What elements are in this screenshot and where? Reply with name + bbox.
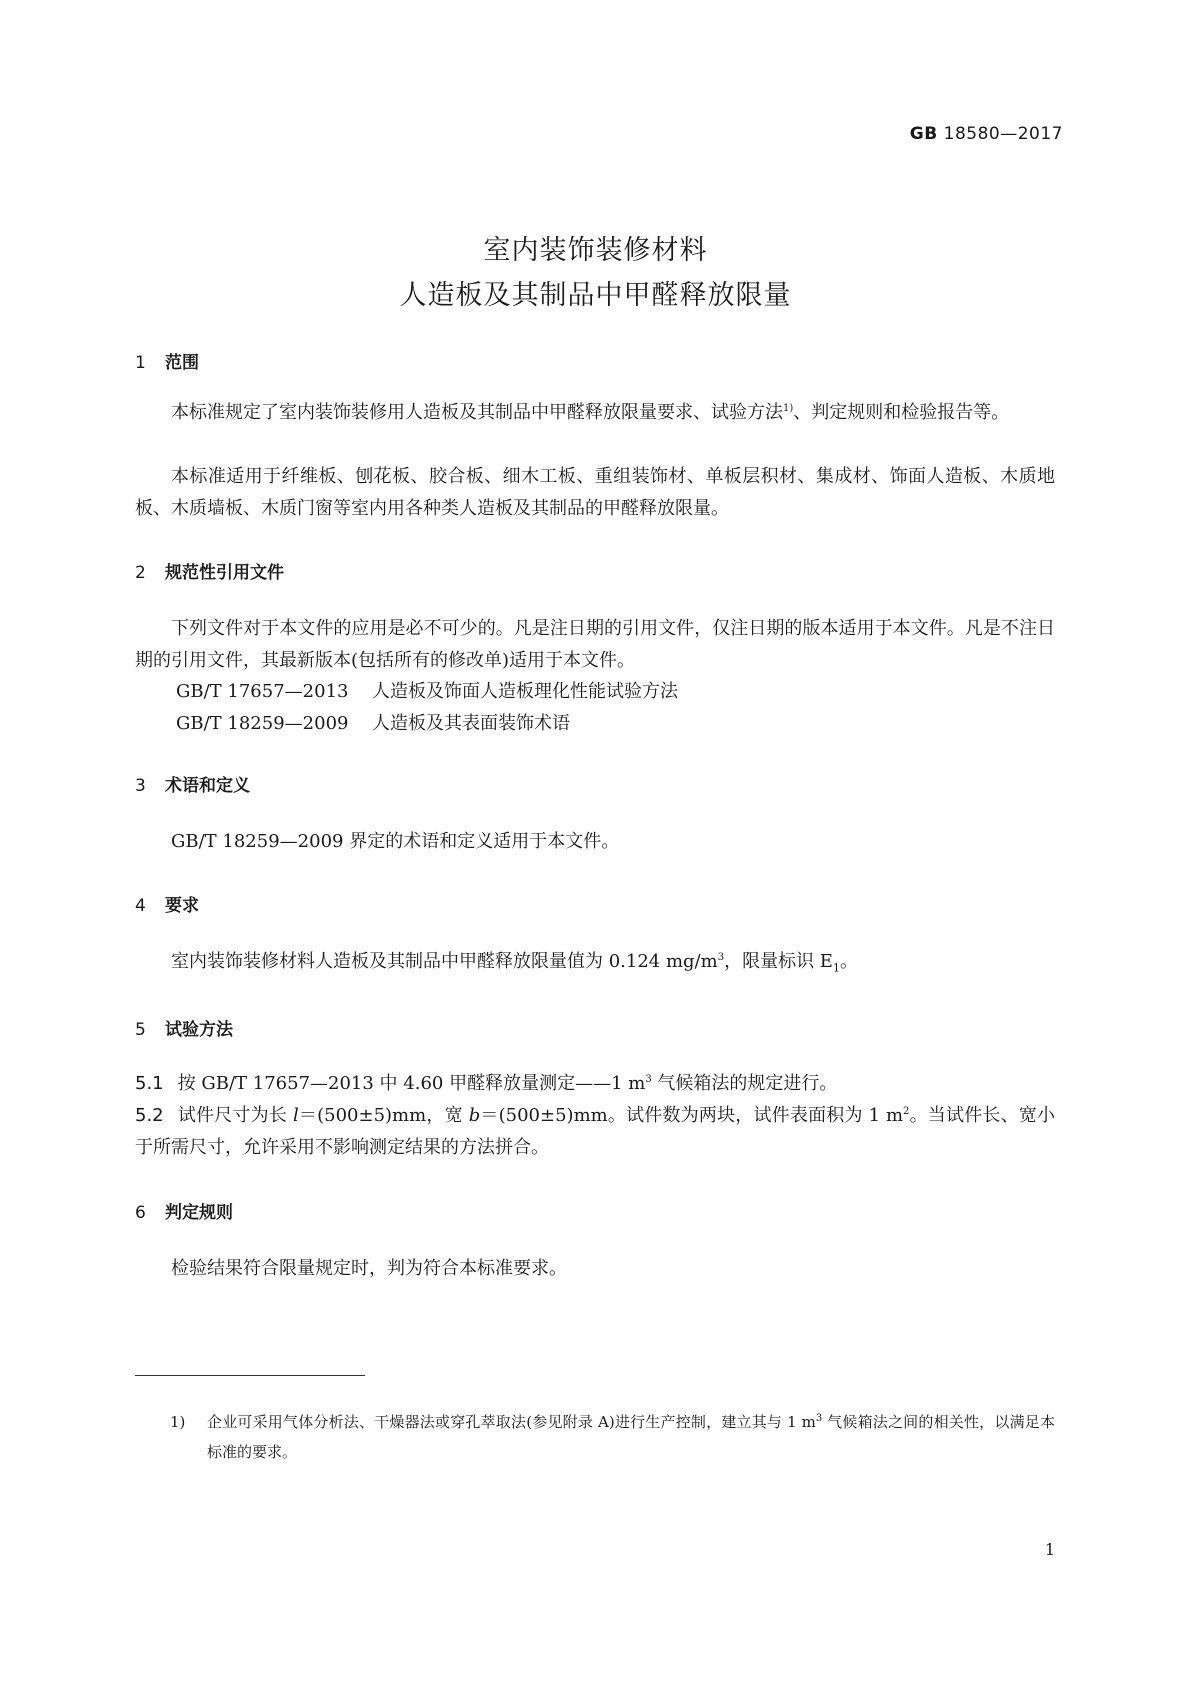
text-run: 试件尺寸为长 xyxy=(177,1105,293,1126)
section-title: 范围 xyxy=(165,353,199,373)
text-run: 室内装饰装修材料人造板及其制品中甲醛释放限量值为 0.124 mg/m xyxy=(171,951,718,972)
section-4-paragraph-1 xyxy=(135,946,1055,978)
standard-number: 18580—2017 xyxy=(943,124,1063,144)
text-run: ＝(500±5)mm。试件数为两块，试件表面积为 1 m xyxy=(480,1105,904,1126)
text-run: 。 xyxy=(839,951,858,972)
superscript: 2 xyxy=(903,1106,910,1117)
text-run: 本标准规定了室内装饰装修用人造板及其制品中甲醛释放限量要求、试验方法 xyxy=(171,402,783,423)
section-3-paragraph-1: GB/T 18259—2009 界定的术语和定义适用于本文件。 xyxy=(171,831,620,852)
footnote xyxy=(170,1407,1055,1467)
section-title: 规范性引用文件 xyxy=(165,563,284,583)
text-run: 按 GB/T 17657—2013 中 4.60 甲醛释放量测定——1 m xyxy=(177,1073,646,1094)
clause-5-2 xyxy=(135,1100,1055,1164)
reference-code: GB/T 18259—2009 xyxy=(176,713,349,734)
text-run: ，限量标识 E xyxy=(724,951,833,972)
superscript: 3 xyxy=(645,1074,652,1085)
variable: l xyxy=(292,1105,299,1126)
text-run: 气候箱法的规定进行。 xyxy=(651,1073,838,1094)
reference-title: 人造板及其表面装饰术语 xyxy=(372,713,570,734)
text-run: 气候箱法之间的相关性，以满足本标准的要求。 xyxy=(207,1413,1055,1461)
clause-5-1 xyxy=(135,1068,1055,1100)
clause-number: 5.2 xyxy=(135,1105,164,1126)
footnote-text xyxy=(207,1407,1055,1467)
section-title: 试验方法 xyxy=(165,1020,233,1040)
footnote-reference: 1) xyxy=(783,403,794,414)
section-1-paragraph-2: 本标准适用于纤维板、刨花板、胶合板、细木工板、重组装饰材、单板层积材、集成材、饰面人造板、木质地板、木质墙板、木质门窗等室内用各种类人造板及其制品的甲醛释放限量。 xyxy=(135,466,1055,519)
document-title-line1: 室内装饰装修材料 xyxy=(483,235,708,266)
section-number: 4 xyxy=(135,896,146,916)
section-1-heading xyxy=(135,348,199,373)
clause-number: 5.1 xyxy=(135,1073,164,1094)
section-6-heading xyxy=(135,1198,233,1223)
footnote-divider xyxy=(135,1375,365,1376)
text-run: 企业可采用气体分析法、干燥器法或穿孔萃取法(参见附录 A)进行生产控制，建立其与 1 m xyxy=(207,1413,816,1431)
section-4-heading xyxy=(135,891,199,916)
normative-reference-2 xyxy=(176,709,570,735)
subscript: 1 xyxy=(832,961,840,975)
section-number: 5 xyxy=(135,1020,146,1040)
section-title: 术语和定义 xyxy=(165,776,250,796)
section-number: 6 xyxy=(135,1203,146,1223)
superscript: 3 xyxy=(815,1413,823,1424)
standard-prefix: GB xyxy=(909,124,938,144)
section-number: 2 xyxy=(135,563,146,583)
standard-code xyxy=(910,124,1063,144)
text-run: 。当试件长、宽小于所需尺寸，允许采用不影响测定结果的方法拼合。 xyxy=(135,1105,1055,1158)
variable: b xyxy=(468,1105,481,1126)
section-3-heading xyxy=(135,771,250,796)
text-run: ＝(500±5)mm，宽 xyxy=(298,1105,469,1126)
section-number: 3 xyxy=(135,776,146,796)
section-2-heading xyxy=(135,558,284,583)
section-6-paragraph-1: 检验结果符合限量规定时，判为符合本标准要求。 xyxy=(171,1258,567,1279)
section-2-paragraph-1: 下列文件对于本文件的应用是必不可少的。凡是注日期的引用文件，仅注日期的版本适用于本文件。凡是不注日期的引用文件，其最新版本(包括所有的修改单)适用于本文件。 xyxy=(135,618,1055,671)
superscript: 3 xyxy=(717,952,725,963)
reference-code: GB/T 17657—2013 xyxy=(176,681,349,702)
document-title-line2: 人造板及其制品中甲醛释放限量 xyxy=(399,280,792,311)
page-number: 1 xyxy=(1044,1540,1055,1559)
reference-title: 人造板及饰面人造板理化性能试验方法 xyxy=(372,681,678,702)
normative-reference-1 xyxy=(176,677,678,703)
section-5-heading xyxy=(135,1015,233,1040)
section-number: 1 xyxy=(135,353,146,373)
section-title: 要求 xyxy=(165,896,199,916)
section-1-paragraph-1 xyxy=(135,397,1055,429)
section-title: 判定规则 xyxy=(165,1203,233,1223)
footnote-mark: 1) xyxy=(170,1413,186,1431)
text-run: 、判定规则和检验报告等。 xyxy=(793,402,1010,423)
